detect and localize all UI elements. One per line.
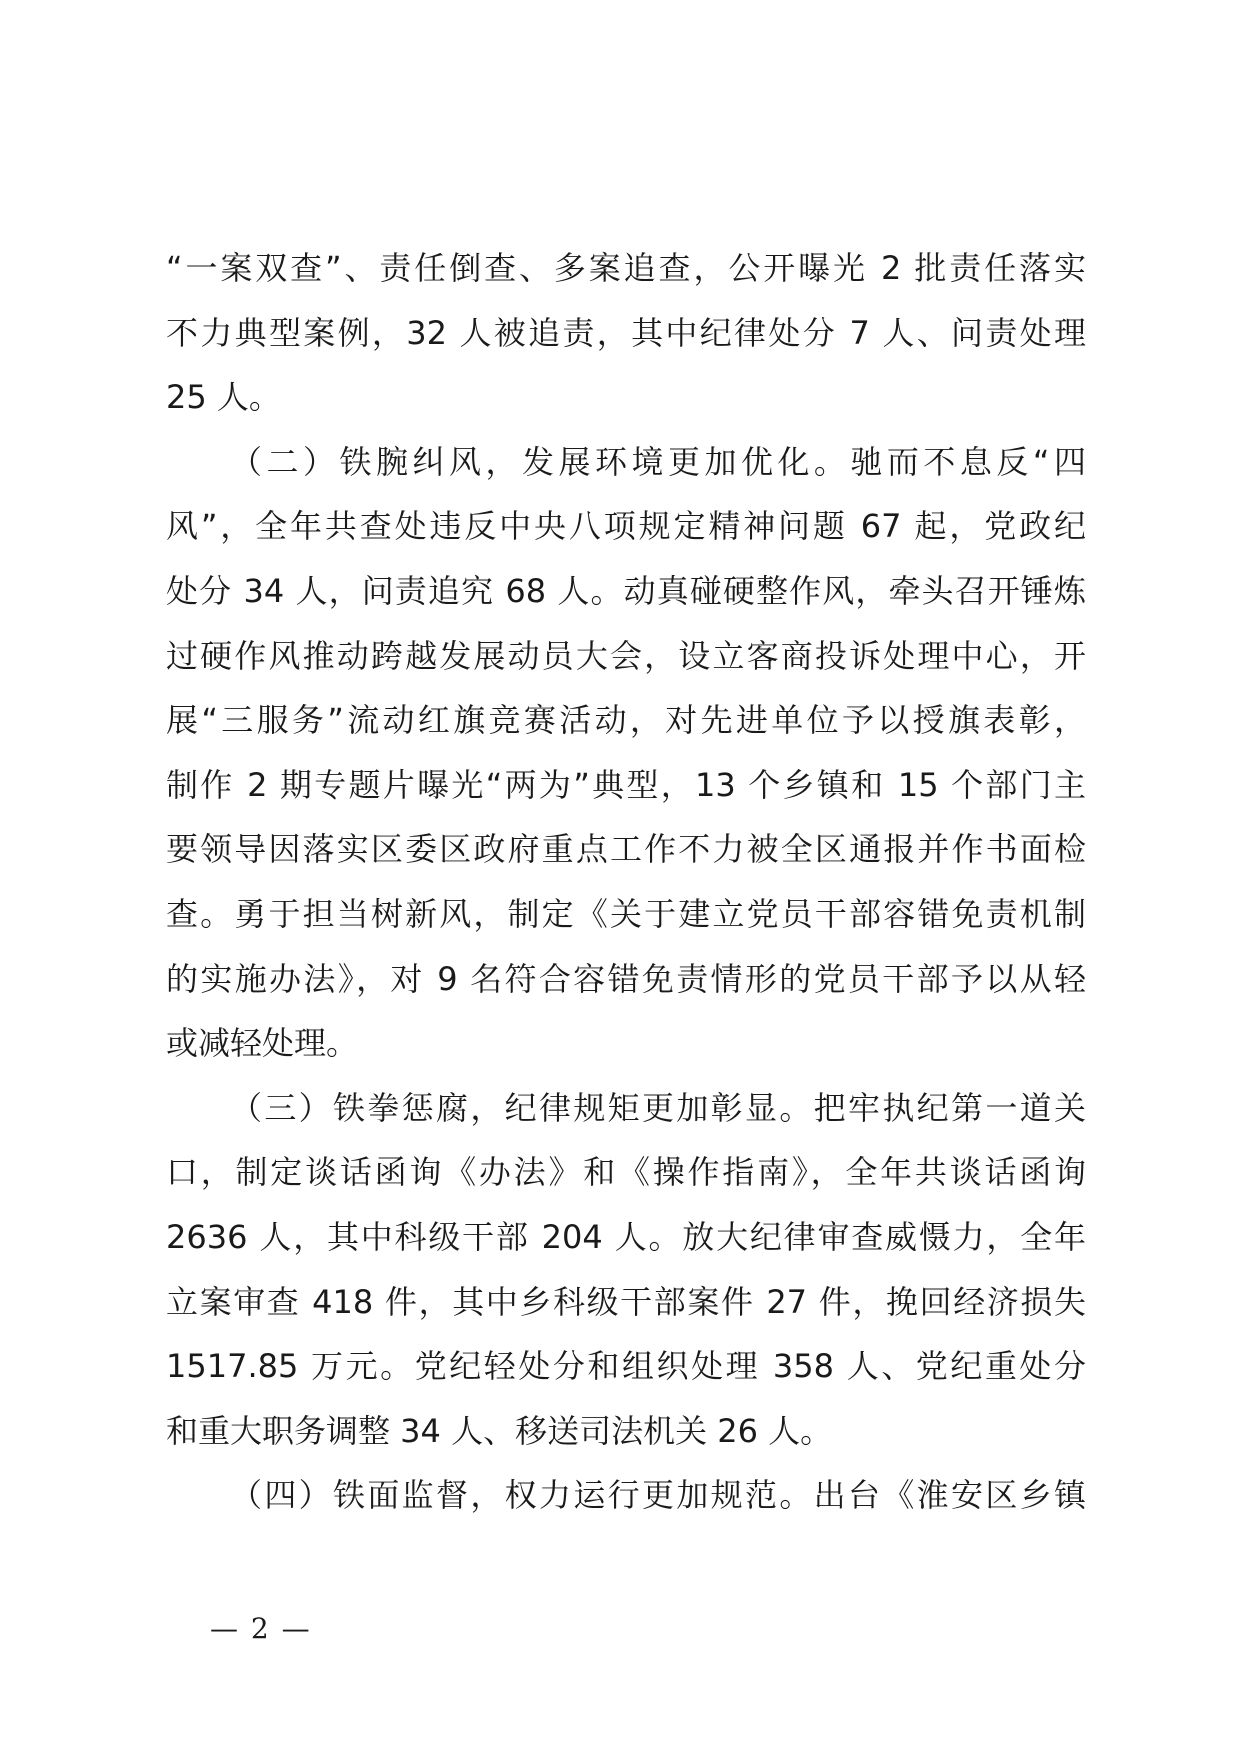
- text-line: 处分 34 人，问责追究 68 人。动真碰硬整作风，牵头召开锤炼: [166, 571, 1086, 610]
- text-line: 2636 人，其中科级干部 204 人。放大纪律审查威慑力，全年: [166, 1217, 1086, 1256]
- text-line: 25 人。: [166, 378, 281, 417]
- document-body: [166, 236, 1086, 1528]
- text-line: 制作 2 期专题片曝光“两为”典型，13 个乡镇和 15 个部门主: [166, 765, 1086, 804]
- text-line: 要领导因落实区委区政府重点工作不力被全区通报并作书面检: [166, 830, 1086, 869]
- text-line: 立案审查 418 件，其中乡科级干部案件 27 件，挽回经济损失: [166, 1282, 1086, 1321]
- text-line: 口，制定谈话函询《办法》和《操作指南》，全年共谈话函询: [166, 1153, 1086, 1192]
- text-line: 或减轻处理。: [166, 1024, 359, 1063]
- text-line: 展“三服务”流动红旗竞赛活动，对先进单位予以授旗表彰，: [166, 701, 1086, 740]
- paragraph-heading-line: （四）铁面监督，权力运行更加规范。出台《淮安区乡镇: [230, 1476, 1086, 1515]
- text-line: 过硬作风推动跨越发展动员大会，设立客商投诉处理中心，开: [166, 636, 1086, 675]
- text-line: 的实施办法》，对 9 名符合容错免责情形的党员干部予以从轻: [166, 959, 1086, 998]
- text-line: 风”，全年共查处违反中央八项规定精神问题 67 起，党政纪: [166, 507, 1086, 546]
- text-line: 1517.85 万元。党纪轻处分和组织处理 358 人、党纪重处分: [166, 1347, 1086, 1386]
- text-line: “一案双查”、责任倒查、多案追查，公开曝光 2 批责任落实: [166, 249, 1086, 287]
- paragraph-heading-line: （二）铁腕纠风，发展环境更加优化。驰而不息反“四: [230, 442, 1086, 481]
- text-line: 不力典型案例，32 人被追责，其中纪律处分 7 人、问责处理: [166, 313, 1086, 352]
- paragraph-heading-line: （三）铁拳惩腐，纪律规矩更加彰显。把牢执纪第一道关: [230, 1088, 1086, 1127]
- text-line: 和重大职务调整 34 人、移送司法机关 26 人。: [166, 1411, 833, 1450]
- text-line: 查。勇于担当树新风，制定《关于建立党员干部容错免责机制: [166, 894, 1086, 933]
- page-number: — 2 —: [210, 1612, 312, 1645]
